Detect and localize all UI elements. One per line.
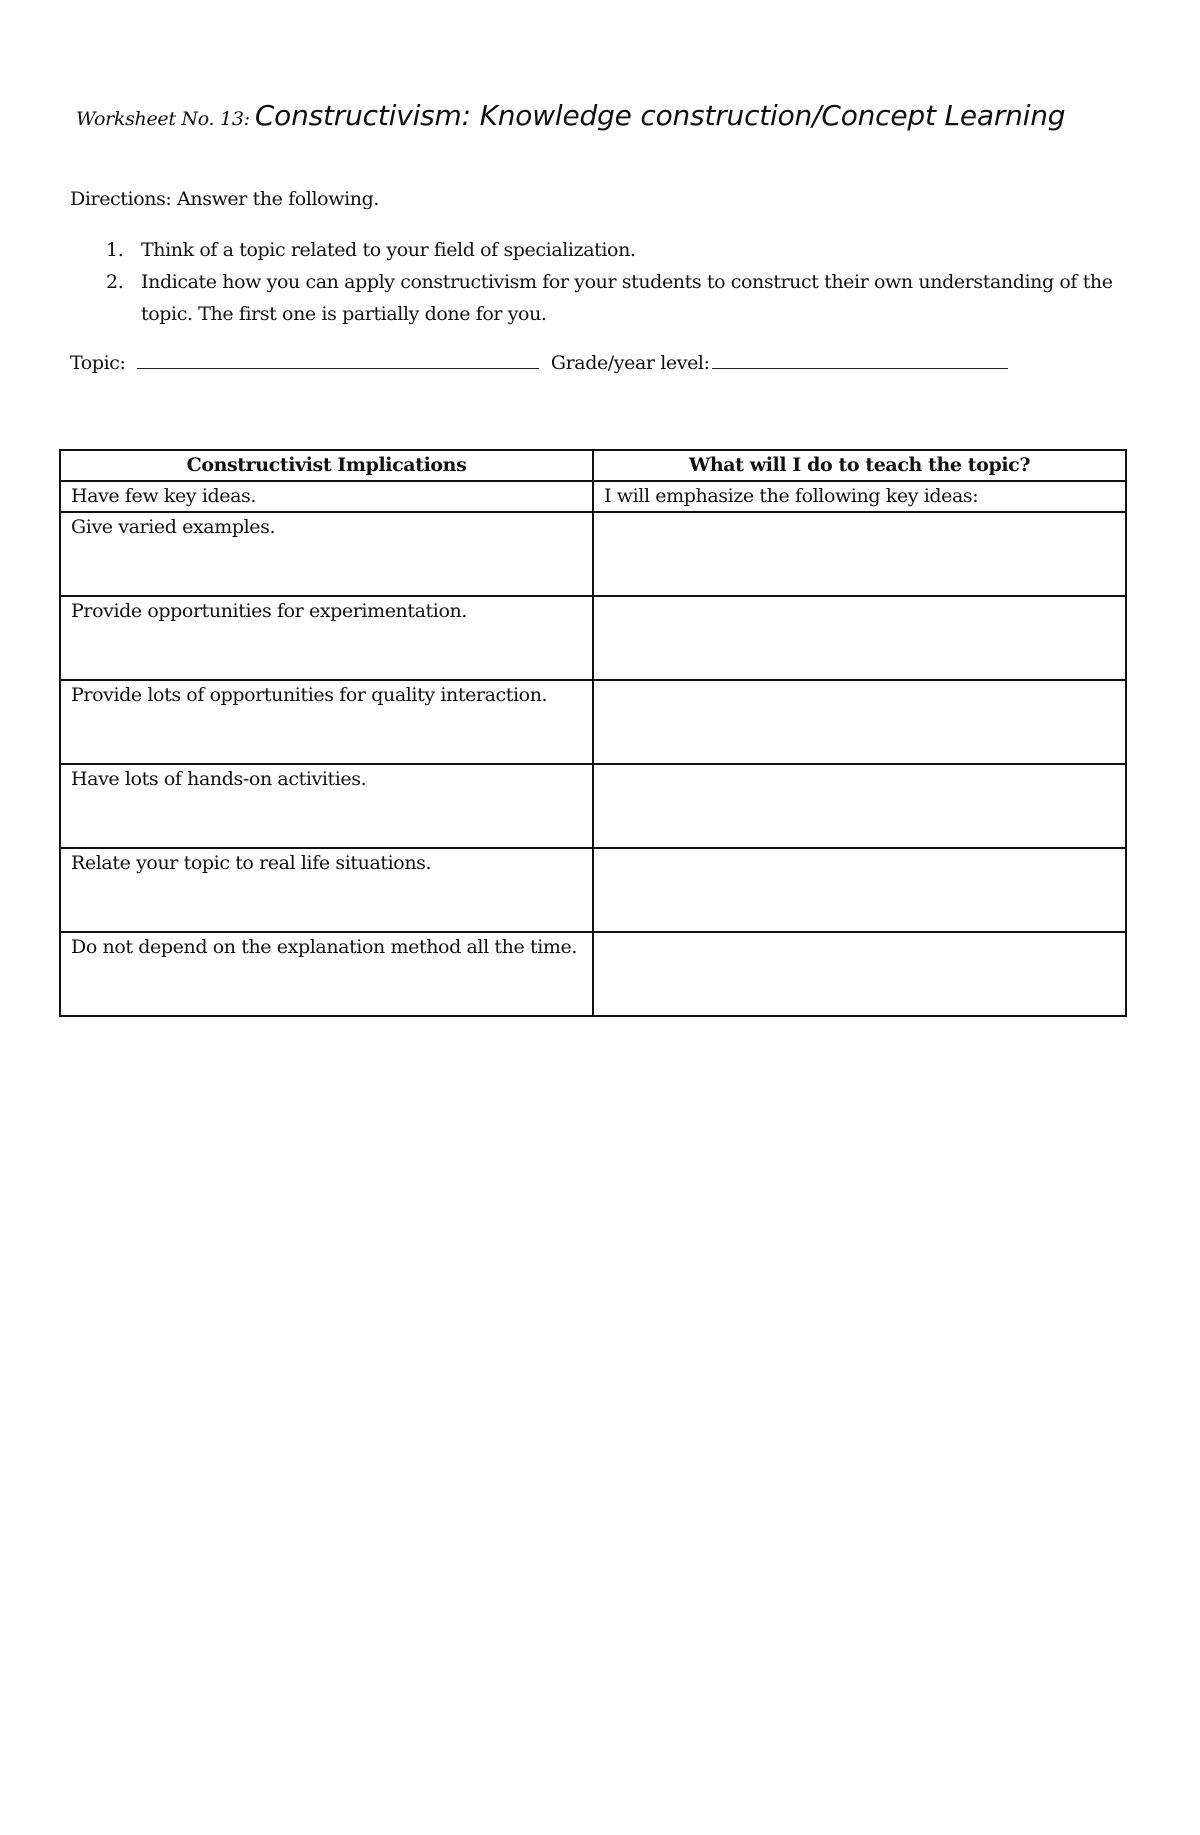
implication-cell: Provide opportunities for experimentation. xyxy=(60,596,593,680)
response-cell[interactable] xyxy=(593,512,1126,596)
worksheet-title xyxy=(76,96,1136,140)
instruction-text: Indicate how you can apply constructivism for your students to construct their own understanding of the topic. The first one is partially done for you. xyxy=(141,271,1113,325)
response-cell[interactable] xyxy=(593,848,1126,932)
response-cell[interactable]: I will emphasize the following key ideas: xyxy=(593,481,1126,512)
response-cell[interactable] xyxy=(593,680,1126,764)
implication-cell: Have few key ideas. xyxy=(60,481,593,512)
instruction-text: Think of a topic related to your field of specialization. xyxy=(141,239,636,261)
table-row xyxy=(60,932,1126,1016)
worksheet-heading: Constructivism: Knowledge construction/Concept Learning xyxy=(254,99,1066,132)
implications-table xyxy=(59,449,1127,1017)
instruction-item xyxy=(70,266,1140,330)
table-row xyxy=(60,481,1126,512)
implication-cell: Relate your topic to real life situations. xyxy=(60,848,593,932)
instruction-number: 2. xyxy=(106,271,124,293)
table-row xyxy=(60,848,1126,932)
implication-cell: Give varied examples. xyxy=(60,512,593,596)
table-header-row xyxy=(60,450,1126,481)
grade-level-label: Grade/year level: xyxy=(550,352,710,374)
directions-text: Directions: Answer the following. xyxy=(70,188,379,210)
worksheet-number: Worksheet No. 13: xyxy=(76,108,250,130)
table-row xyxy=(60,512,1126,596)
response-cell[interactable] xyxy=(593,596,1126,680)
table-row xyxy=(60,596,1126,680)
instruction-item xyxy=(70,234,1140,266)
table-row xyxy=(60,764,1126,848)
header-constructivist-implications: Constructivist Implications xyxy=(60,450,593,481)
grade-level-blank-field[interactable] xyxy=(712,352,1008,369)
implication-cell: Do not depend on the explanation method all the time. xyxy=(60,932,593,1016)
implication-cell: Have lots of hands-on activities. xyxy=(60,764,593,848)
topic-grade-line xyxy=(70,347,1008,379)
response-cell[interactable] xyxy=(593,764,1126,848)
header-teaching-plan: What will I do to teach the topic? xyxy=(593,450,1126,481)
implication-cell: Provide lots of opportunities for quality interaction. xyxy=(60,680,593,764)
topic-blank-field[interactable] xyxy=(137,352,539,369)
topic-label: Topic: xyxy=(70,352,126,374)
instruction-number: 1. xyxy=(106,239,124,261)
response-cell[interactable] xyxy=(593,932,1126,1016)
table-row xyxy=(60,680,1126,764)
instruction-list xyxy=(70,234,1140,330)
